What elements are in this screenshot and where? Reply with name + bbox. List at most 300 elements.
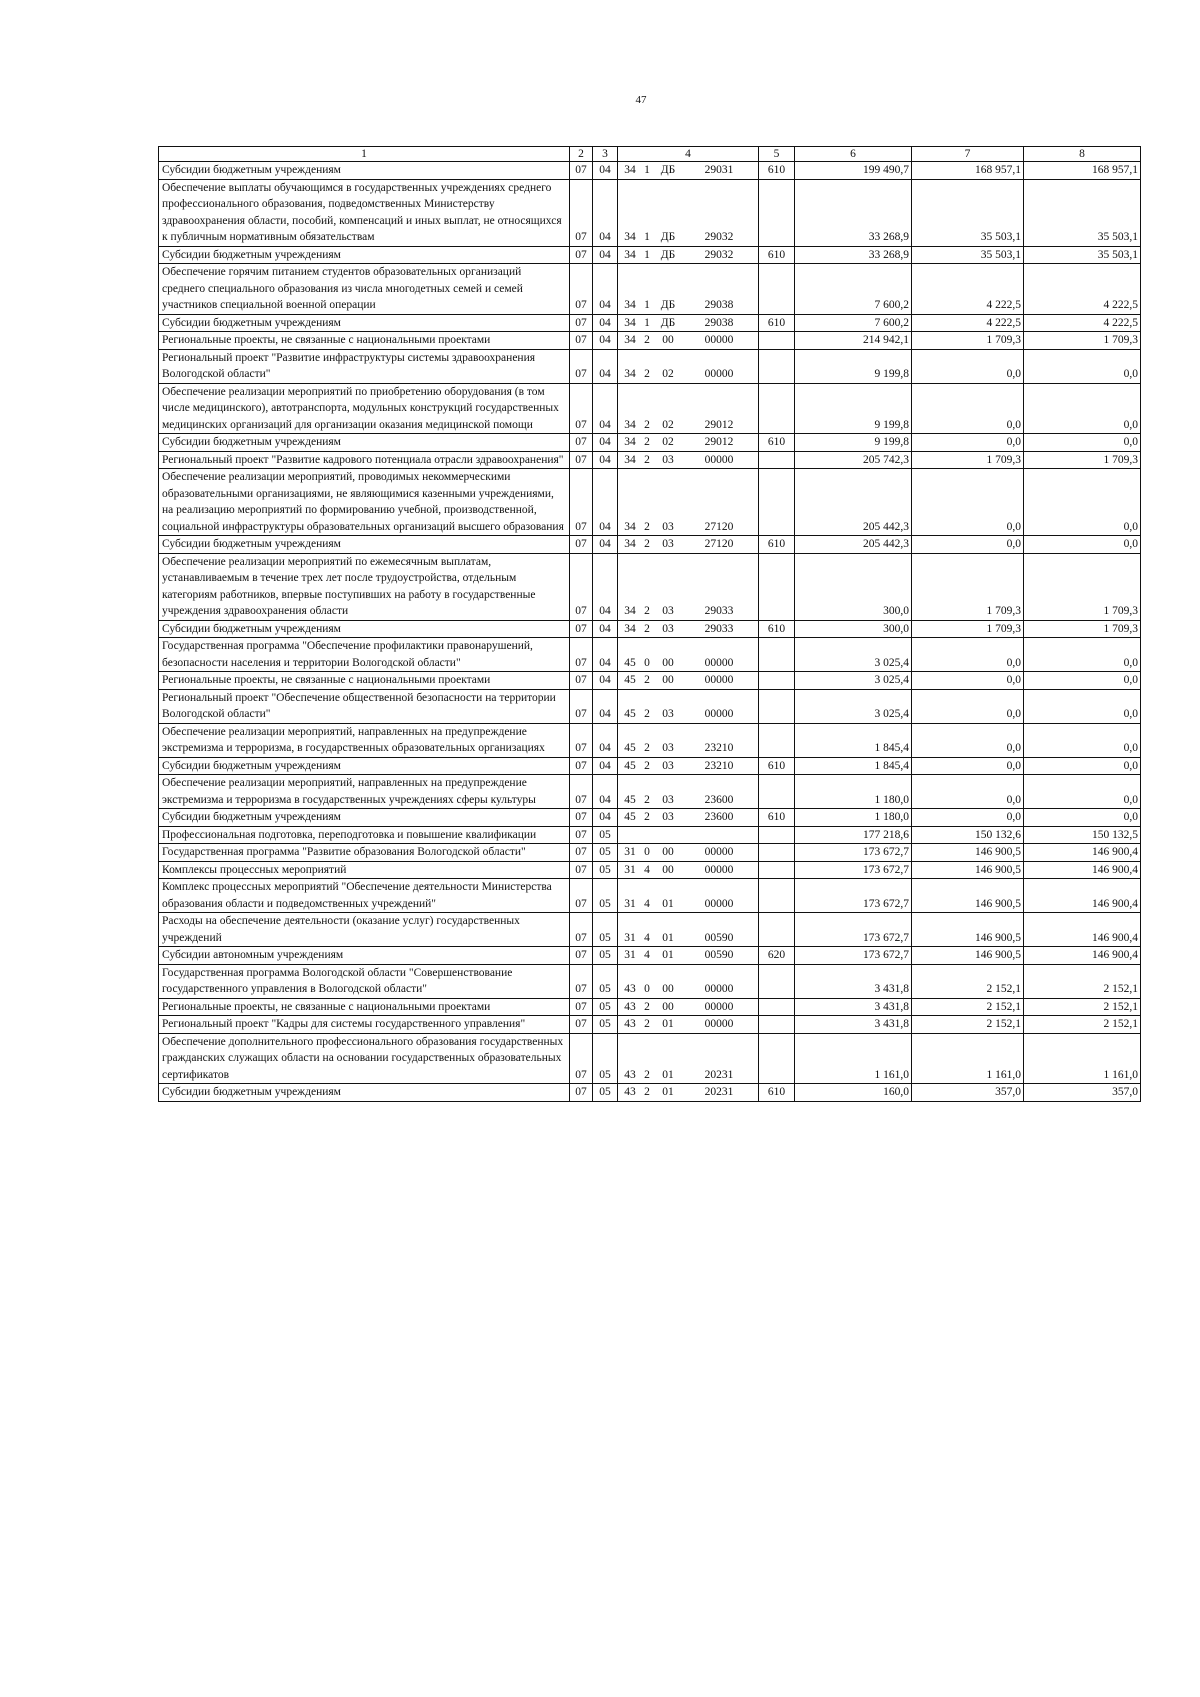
target-article-parts bbox=[620, 655, 756, 672]
target-article-parts bbox=[620, 297, 756, 314]
expense-code: 00000 bbox=[704, 863, 734, 876]
target-article-parts bbox=[620, 366, 756, 383]
subsection-code-cell: 05 bbox=[593, 826, 618, 844]
amount-col6-cell: 1 180,0 bbox=[795, 809, 912, 827]
expense-code: 29032 bbox=[704, 248, 734, 261]
expense-code: 00000 bbox=[704, 897, 734, 910]
amount-col7-cell: 0,0 bbox=[912, 469, 1024, 536]
table-row bbox=[159, 1033, 1141, 1084]
amount-col6-cell: 3 025,4 bbox=[795, 672, 912, 690]
expense-type-cell bbox=[759, 775, 795, 809]
expense-type-cell bbox=[759, 998, 795, 1016]
row-name-cell: Субсидии бюджетным учреждениям bbox=[159, 809, 570, 827]
header-cell: 8 bbox=[1024, 147, 1141, 162]
section-code-cell: 07 bbox=[570, 553, 593, 620]
subprogram-code: 2 bbox=[644, 538, 650, 550]
expense-code: 29038 bbox=[704, 299, 734, 311]
subprogram-code: 0 bbox=[644, 656, 650, 669]
amount-col7-cell: 2 152,1 bbox=[912, 1016, 1024, 1034]
table-row bbox=[159, 536, 1141, 554]
table-row bbox=[159, 314, 1141, 332]
row-name-cell: Субсидии автономным учреждениям bbox=[159, 947, 570, 965]
section-code-cell: 07 bbox=[570, 879, 593, 913]
expense-type-cell bbox=[759, 469, 795, 536]
amount-col8-cell: 4 222,5 bbox=[1024, 314, 1141, 332]
row-name-cell: Обеспечение дополнительного профессионального образования государственных гражданских служащих области на основании государственных образовательных сертификатов bbox=[159, 1033, 570, 1084]
header-cell: 1 bbox=[159, 147, 570, 162]
subsection-code-cell: 04 bbox=[593, 434, 618, 452]
program-code: 34 bbox=[624, 334, 636, 346]
expense-type-cell bbox=[759, 913, 795, 947]
table-row bbox=[159, 179, 1141, 246]
target-article-cell bbox=[618, 162, 759, 180]
table-row bbox=[159, 638, 1141, 672]
table-row bbox=[159, 913, 1141, 947]
row-name-cell: Расходы на обеспечение деятельности (оказание услуг) государственных учреждений bbox=[159, 913, 570, 947]
target-article-parts bbox=[620, 417, 756, 434]
target-article-cell bbox=[618, 672, 759, 690]
program-code: 31 bbox=[624, 897, 636, 910]
amount-col6-cell: 205 442,3 bbox=[795, 536, 912, 554]
amount-col7-cell: 146 900,5 bbox=[912, 844, 1024, 862]
subprogram-code: 0 bbox=[644, 983, 650, 995]
target-article-cell bbox=[618, 998, 759, 1016]
amount-col7-cell: 2 152,1 bbox=[912, 998, 1024, 1016]
amount-col6-cell: 1 845,4 bbox=[795, 757, 912, 775]
table-row bbox=[159, 689, 1141, 723]
expense-type-cell bbox=[759, 332, 795, 350]
expense-code: 00000 bbox=[704, 334, 734, 346]
subprogram-code: 2 bbox=[644, 1068, 650, 1081]
amount-col6-cell: 173 672,7 bbox=[795, 861, 912, 879]
amount-col8-cell: 146 900,4 bbox=[1024, 861, 1141, 879]
target-article-cell bbox=[618, 1084, 759, 1102]
program-code: 31 bbox=[624, 846, 636, 858]
row-name-cell: Обеспечение реализации мероприятий по приобретению оборудования (в том числе медицинского), автотранспорта, модульных конструкций государственных медицинских организаций для организации оказания медицинской помощи bbox=[159, 383, 570, 434]
target-article-cell bbox=[618, 349, 759, 383]
amount-col7-cell: 1 709,3 bbox=[912, 620, 1024, 638]
expense-code: 29032 bbox=[704, 231, 734, 243]
amount-col6-cell: 214 942,1 bbox=[795, 332, 912, 350]
amount-col8-cell: 0,0 bbox=[1024, 536, 1141, 554]
subsection-code-cell: 04 bbox=[593, 264, 618, 315]
subprogram-code: 2 bbox=[644, 708, 650, 720]
expense-type-cell bbox=[759, 964, 795, 998]
program-code: 31 bbox=[624, 931, 636, 944]
amount-col8-cell: 2 152,1 bbox=[1024, 998, 1141, 1016]
expense-code: 00000 bbox=[704, 368, 734, 380]
direction-code: 00 bbox=[662, 656, 674, 669]
target-article-cell bbox=[618, 809, 759, 827]
row-name-cell: Субсидии бюджетным учреждениям bbox=[159, 536, 570, 554]
amount-col6-cell: 7 600,2 bbox=[795, 264, 912, 315]
amount-col6-cell: 1 161,0 bbox=[795, 1033, 912, 1084]
target-article-cell bbox=[618, 1016, 759, 1034]
direction-code: 03 bbox=[662, 453, 674, 466]
expense-type-cell bbox=[759, 383, 795, 434]
expense-code: 29033 bbox=[704, 622, 734, 635]
expense-type-cell: 610 bbox=[759, 757, 795, 775]
amount-col8-cell: 0,0 bbox=[1024, 723, 1141, 757]
amount-col6-cell: 3 025,4 bbox=[795, 638, 912, 672]
subprogram-code: 2 bbox=[644, 1086, 650, 1098]
subsection-code-cell: 04 bbox=[593, 536, 618, 554]
expense-code: 29031 bbox=[704, 164, 734, 176]
amount-col7-cell: 0,0 bbox=[912, 775, 1024, 809]
direction-code: 01 bbox=[662, 931, 674, 944]
section-code-cell: 07 bbox=[570, 349, 593, 383]
target-article-cell bbox=[618, 947, 759, 965]
amount-col8-cell: 2 152,1 bbox=[1024, 964, 1141, 998]
subprogram-code: 4 bbox=[644, 863, 650, 876]
table-row bbox=[159, 383, 1141, 434]
section-code-cell: 07 bbox=[570, 809, 593, 827]
program-code: 34 bbox=[624, 622, 636, 635]
subsection-code-cell: 04 bbox=[593, 179, 618, 246]
subprogram-code: 2 bbox=[644, 520, 650, 533]
table-row bbox=[159, 553, 1141, 620]
subprogram-code: 2 bbox=[644, 742, 650, 754]
target-article-parts bbox=[620, 672, 756, 689]
program-code: 43 bbox=[624, 1000, 636, 1013]
table-row bbox=[159, 723, 1141, 757]
amount-col6-cell: 300,0 bbox=[795, 553, 912, 620]
subprogram-code: 1 bbox=[644, 299, 650, 311]
subsection-code-cell: 04 bbox=[593, 809, 618, 827]
expense-type-cell bbox=[759, 451, 795, 469]
amount-col7-cell: 4 222,5 bbox=[912, 314, 1024, 332]
section-code-cell: 07 bbox=[570, 264, 593, 315]
amount-col6-cell: 3 431,8 bbox=[795, 998, 912, 1016]
program-code: 34 bbox=[624, 453, 636, 466]
amount-col7-cell: 357,0 bbox=[912, 1084, 1024, 1102]
target-article-cell bbox=[618, 469, 759, 536]
amount-col8-cell: 146 900,4 bbox=[1024, 879, 1141, 913]
target-article-cell bbox=[618, 314, 759, 332]
direction-code: 02 bbox=[662, 436, 674, 448]
target-article-parts bbox=[620, 332, 756, 349]
amount-col7-cell: 35 503,1 bbox=[912, 179, 1024, 246]
subsection-code-cell: 04 bbox=[593, 723, 618, 757]
subsection-code-cell: 04 bbox=[593, 349, 618, 383]
direction-code: 02 bbox=[662, 418, 674, 431]
row-name-cell: Обеспечение выплаты обучающимся в государственных учреждениях среднего профессионального образования, подведомственных Министерству здравоохранения области, пособий, компенсаций и иных выплат, не относящихся к публичным нормативным обязательствам bbox=[159, 179, 570, 246]
amount-col8-cell: 0,0 bbox=[1024, 809, 1141, 827]
program-code: 31 bbox=[624, 949, 636, 961]
subsection-code-cell: 04 bbox=[593, 469, 618, 536]
expense-type-cell: 610 bbox=[759, 434, 795, 452]
section-code-cell: 07 bbox=[570, 913, 593, 947]
amount-col7-cell: 0,0 bbox=[912, 723, 1024, 757]
target-article-cell bbox=[618, 757, 759, 775]
row-name-cell: Государственная программа "Обеспечение профилактики правонарушений, безопасности населения и территории Вологодской области" bbox=[159, 638, 570, 672]
subsection-code-cell: 04 bbox=[593, 638, 618, 672]
amount-col6-cell: 199 490,7 bbox=[795, 162, 912, 180]
table-row bbox=[159, 434, 1141, 452]
amount-col7-cell: 150 132,6 bbox=[912, 826, 1024, 844]
amount-col6-cell: 1 180,0 bbox=[795, 775, 912, 809]
subprogram-code: 0 bbox=[644, 846, 650, 858]
subsection-code-cell: 04 bbox=[593, 246, 618, 264]
section-code-cell: 07 bbox=[570, 1033, 593, 1084]
subprogram-code: 4 bbox=[644, 949, 650, 961]
amount-col7-cell: 146 900,5 bbox=[912, 913, 1024, 947]
expense-code: 00000 bbox=[704, 656, 734, 669]
target-article-parts bbox=[620, 896, 756, 913]
amount-col7-cell: 168 957,1 bbox=[912, 162, 1024, 180]
expense-code: 29033 bbox=[704, 605, 734, 617]
amount-col8-cell: 1 709,3 bbox=[1024, 620, 1141, 638]
subsection-code-cell: 05 bbox=[593, 1084, 618, 1102]
header-cell: 7 bbox=[912, 147, 1024, 162]
target-article-cell bbox=[618, 451, 759, 469]
target-article-parts bbox=[620, 536, 756, 553]
row-name-cell: Субсидии бюджетным учреждениям bbox=[159, 434, 570, 452]
target-article-cell bbox=[618, 723, 759, 757]
amount-col7-cell: 1 709,3 bbox=[912, 451, 1024, 469]
table-row bbox=[159, 672, 1141, 690]
amount-col8-cell: 357,0 bbox=[1024, 1084, 1141, 1102]
expense-type-cell: 610 bbox=[759, 620, 795, 638]
subsection-code-cell: 04 bbox=[593, 689, 618, 723]
direction-code: 03 bbox=[662, 742, 674, 754]
section-code-cell: 07 bbox=[570, 179, 593, 246]
expense-code: 23210 bbox=[704, 759, 734, 772]
direction-code: ДБ bbox=[660, 316, 676, 329]
subprogram-code: 4 bbox=[644, 897, 650, 910]
expense-type-cell bbox=[759, 723, 795, 757]
row-name-cell: Субсидии бюджетным учреждениям bbox=[159, 246, 570, 264]
subsection-code-cell: 05 bbox=[593, 861, 618, 879]
expense-type-cell bbox=[759, 672, 795, 690]
expense-type-cell bbox=[759, 638, 795, 672]
amount-col6-cell: 3 431,8 bbox=[795, 964, 912, 998]
program-code: 34 bbox=[624, 520, 636, 533]
amount-col7-cell: 0,0 bbox=[912, 689, 1024, 723]
subprogram-code: 2 bbox=[644, 674, 650, 686]
direction-code: 03 bbox=[662, 622, 674, 635]
target-article-parts bbox=[620, 792, 756, 809]
amount-col7-cell: 146 900,5 bbox=[912, 947, 1024, 965]
expense-code: 00000 bbox=[704, 983, 734, 995]
expense-type-cell bbox=[759, 879, 795, 913]
target-article-parts bbox=[620, 1016, 756, 1033]
amount-col7-cell: 146 900,5 bbox=[912, 861, 1024, 879]
amount-col8-cell: 35 503,1 bbox=[1024, 179, 1141, 246]
expense-code: 00000 bbox=[704, 846, 734, 858]
section-code-cell: 07 bbox=[570, 162, 593, 180]
section-code-cell: 07 bbox=[570, 964, 593, 998]
subprogram-code: 2 bbox=[644, 436, 650, 448]
section-code-cell: 07 bbox=[570, 826, 593, 844]
section-code-cell: 07 bbox=[570, 1084, 593, 1102]
subsection-code-cell: 05 bbox=[593, 913, 618, 947]
amount-col6-cell: 173 672,7 bbox=[795, 879, 912, 913]
amount-col8-cell: 146 900,4 bbox=[1024, 947, 1141, 965]
expense-type-cell bbox=[759, 844, 795, 862]
table-row bbox=[159, 757, 1141, 775]
subsection-code-cell: 04 bbox=[593, 162, 618, 180]
header-cell: 6 bbox=[795, 147, 912, 162]
table-row bbox=[159, 469, 1141, 536]
section-code-cell: 07 bbox=[570, 672, 593, 690]
direction-code: 00 bbox=[662, 846, 674, 858]
budget-table bbox=[158, 146, 1141, 1102]
table-row bbox=[159, 246, 1141, 264]
expense-code: 00000 bbox=[704, 674, 734, 686]
target-article-cell bbox=[618, 434, 759, 452]
target-article-parts bbox=[620, 162, 756, 179]
section-code-cell: 07 bbox=[570, 314, 593, 332]
amount-col6-cell: 9 199,8 bbox=[795, 434, 912, 452]
expense-code: 29012 bbox=[704, 418, 734, 431]
subsection-code-cell: 04 bbox=[593, 332, 618, 350]
target-article-cell bbox=[618, 536, 759, 554]
expense-type-cell: 610 bbox=[759, 1084, 795, 1102]
amount-col8-cell: 1 709,3 bbox=[1024, 553, 1141, 620]
amount-col8-cell: 146 900,4 bbox=[1024, 913, 1141, 947]
row-name-cell: Региональный проект "Развитие инфраструктуры системы здравоохранения Вологодской области" bbox=[159, 349, 570, 383]
header-cell: 5 bbox=[759, 147, 795, 162]
expense-type-cell bbox=[759, 349, 795, 383]
subsection-code-cell: 04 bbox=[593, 314, 618, 332]
row-name-cell: Региональный проект "Развитие кадрового потенциала отрасли здравоохранения" bbox=[159, 451, 570, 469]
subsection-code-cell: 04 bbox=[593, 451, 618, 469]
row-name-cell: Профессиональная подготовка, переподготовка и повышение квалификации bbox=[159, 826, 570, 844]
table-row bbox=[159, 162, 1141, 180]
table-row bbox=[159, 844, 1141, 862]
expense-code: 29012 bbox=[704, 436, 734, 448]
row-name-cell: Субсидии бюджетным учреждениям bbox=[159, 314, 570, 332]
section-code-cell: 07 bbox=[570, 469, 593, 536]
target-article-parts bbox=[620, 947, 756, 964]
target-article-parts bbox=[620, 621, 756, 638]
subsection-code-cell: 04 bbox=[593, 757, 618, 775]
program-code: 43 bbox=[624, 1068, 636, 1081]
expense-code: 00590 bbox=[704, 949, 734, 961]
target-article-cell bbox=[618, 383, 759, 434]
amount-col7-cell: 0,0 bbox=[912, 434, 1024, 452]
expense-code: 00000 bbox=[704, 453, 734, 466]
expense-code: 00000 bbox=[704, 1018, 734, 1030]
expense-code: 00590 bbox=[704, 931, 734, 944]
amount-col6-cell: 9 199,8 bbox=[795, 383, 912, 434]
program-code: 34 bbox=[624, 231, 636, 243]
amount-col8-cell: 150 132,5 bbox=[1024, 826, 1141, 844]
amount-col6-cell: 177 218,6 bbox=[795, 826, 912, 844]
subprogram-code: 2 bbox=[644, 334, 650, 346]
expense-type-cell bbox=[759, 179, 795, 246]
expense-code: 20231 bbox=[704, 1068, 734, 1081]
amount-col6-cell: 300,0 bbox=[795, 620, 912, 638]
amount-col8-cell: 35 503,1 bbox=[1024, 246, 1141, 264]
amount-col6-cell: 173 672,7 bbox=[795, 913, 912, 947]
target-article-cell bbox=[618, 964, 759, 998]
amount-col6-cell: 1 845,4 bbox=[795, 723, 912, 757]
section-code-cell: 07 bbox=[570, 757, 593, 775]
row-name-cell: Государственная программа Вологодской области "Совершенствование государственного управления в Вологодской области" bbox=[159, 964, 570, 998]
amount-col8-cell: 2 152,1 bbox=[1024, 1016, 1141, 1034]
expense-type-cell bbox=[759, 1016, 795, 1034]
target-article-cell bbox=[618, 179, 759, 246]
amount-col7-cell: 0,0 bbox=[912, 638, 1024, 672]
expense-code: 27120 bbox=[704, 520, 734, 533]
row-name-cell: Обеспечение реализации мероприятий, направленных на предупреждение экстремизма и терроризма, в государственных образовательных организациях bbox=[159, 723, 570, 757]
target-article-parts bbox=[620, 930, 756, 947]
expense-type-cell bbox=[759, 861, 795, 879]
target-article-cell bbox=[618, 844, 759, 862]
amount-col6-cell: 33 268,9 bbox=[795, 179, 912, 246]
target-article-parts bbox=[620, 315, 756, 332]
direction-code: 03 bbox=[662, 811, 674, 823]
table-row bbox=[159, 861, 1141, 879]
program-code: 34 bbox=[624, 538, 636, 550]
amount-col7-cell: 2 152,1 bbox=[912, 964, 1024, 998]
page-number: 47 bbox=[635, 94, 647, 106]
subsection-code-cell: 05 bbox=[593, 947, 618, 965]
amount-col6-cell: 3 025,4 bbox=[795, 689, 912, 723]
section-code-cell: 07 bbox=[570, 638, 593, 672]
table-row bbox=[159, 947, 1141, 965]
direction-code: 01 bbox=[662, 1086, 674, 1098]
target-article-parts bbox=[620, 247, 756, 264]
subprogram-code: 1 bbox=[644, 164, 650, 176]
subprogram-code: 2 bbox=[644, 622, 650, 635]
direction-code: ДБ bbox=[660, 299, 676, 311]
table-row bbox=[159, 809, 1141, 827]
subprogram-code: 1 bbox=[644, 248, 650, 261]
amount-col7-cell: 35 503,1 bbox=[912, 246, 1024, 264]
subprogram-code: 2 bbox=[644, 759, 650, 772]
row-name-cell: Региональный проект "Кадры для системы государственного управления" bbox=[159, 1016, 570, 1034]
subsection-code-cell: 04 bbox=[593, 620, 618, 638]
expense-type-cell: 610 bbox=[759, 162, 795, 180]
program-code: 43 bbox=[624, 1018, 636, 1030]
target-article-cell bbox=[618, 689, 759, 723]
program-code: 34 bbox=[624, 418, 636, 431]
expense-type-cell: 610 bbox=[759, 536, 795, 554]
header-cell: 3 bbox=[593, 147, 618, 162]
amount-col7-cell: 0,0 bbox=[912, 757, 1024, 775]
subsection-code-cell: 04 bbox=[593, 383, 618, 434]
amount-col6-cell: 33 268,9 bbox=[795, 246, 912, 264]
subsection-code-cell: 05 bbox=[593, 998, 618, 1016]
section-code-cell: 07 bbox=[570, 723, 593, 757]
expense-code: 23600 bbox=[704, 811, 734, 823]
expense-type-cell bbox=[759, 689, 795, 723]
section-code-cell: 07 bbox=[570, 947, 593, 965]
expense-type-cell: 610 bbox=[759, 809, 795, 827]
direction-code: 00 bbox=[662, 1000, 674, 1013]
expense-code: 00000 bbox=[704, 1000, 734, 1013]
direction-code: 01 bbox=[662, 1068, 674, 1081]
target-article-cell bbox=[618, 264, 759, 315]
table-row bbox=[159, 332, 1141, 350]
header-cell: 2 bbox=[570, 147, 593, 162]
amount-col8-cell: 4 222,5 bbox=[1024, 264, 1141, 315]
amount-col6-cell: 9 199,8 bbox=[795, 349, 912, 383]
subsection-code-cell: 04 bbox=[593, 553, 618, 620]
amount-col6-cell: 7 600,2 bbox=[795, 314, 912, 332]
direction-code: 03 bbox=[662, 793, 674, 806]
expense-code: 23600 bbox=[704, 793, 734, 806]
program-code: 45 bbox=[624, 742, 636, 754]
amount-col6-cell: 173 672,7 bbox=[795, 844, 912, 862]
section-code-cell: 07 bbox=[570, 861, 593, 879]
subprogram-code: 4 bbox=[644, 931, 650, 944]
direction-code: 03 bbox=[662, 520, 674, 533]
subsection-code-cell: 05 bbox=[593, 964, 618, 998]
